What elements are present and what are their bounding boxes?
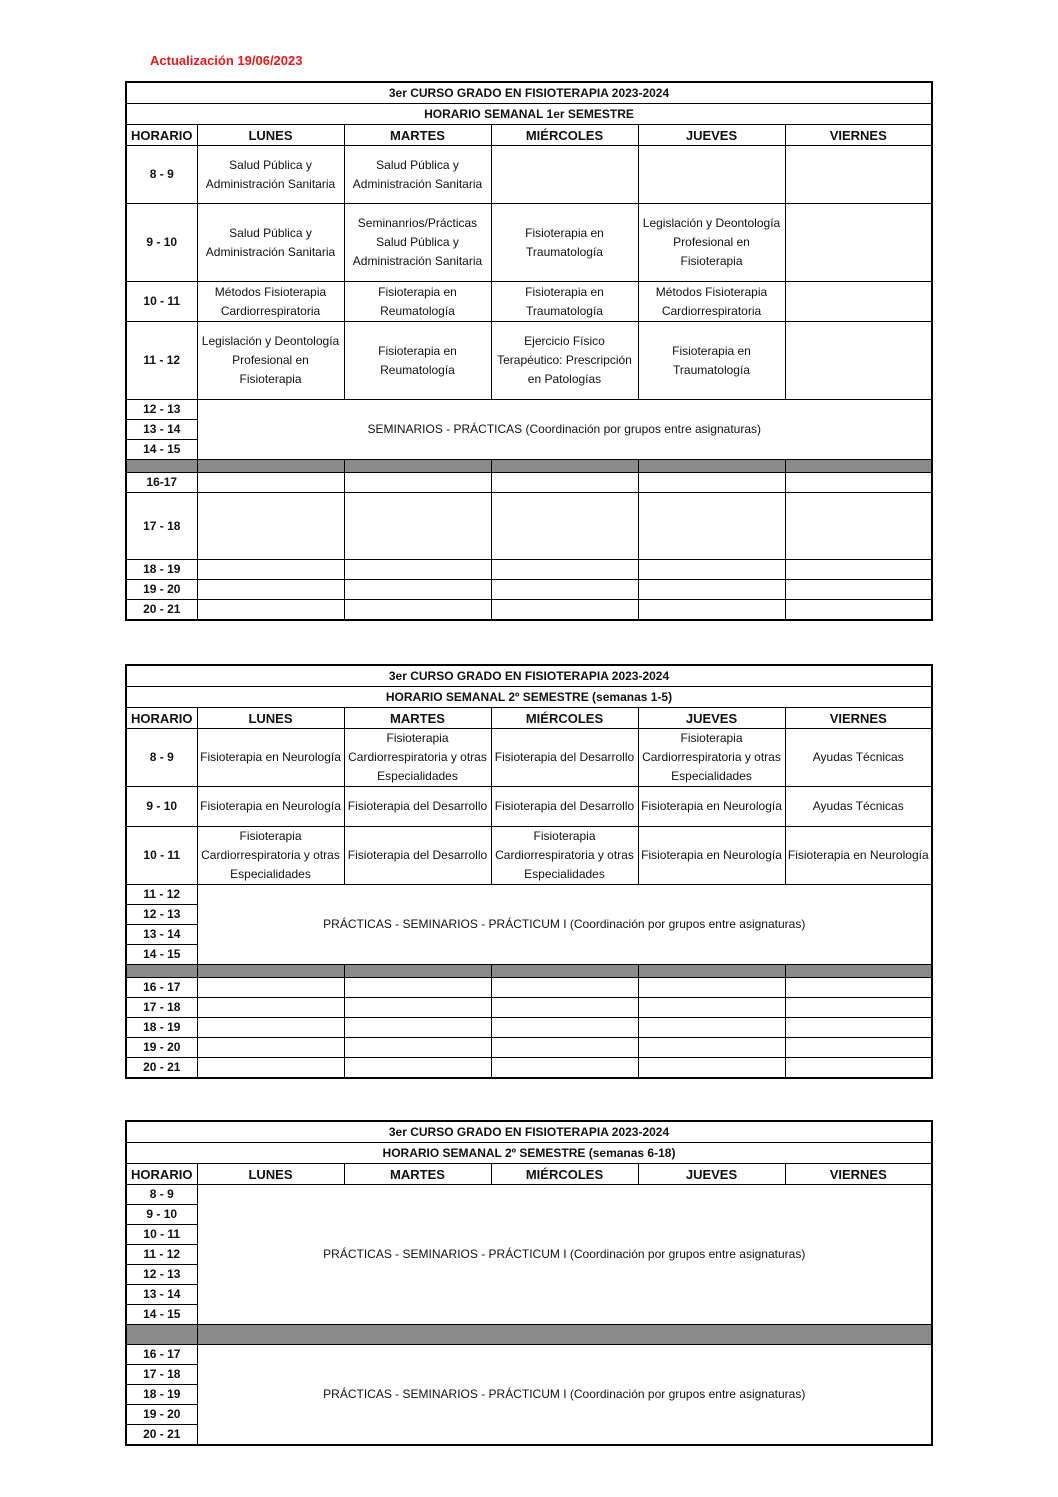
header-viernes: VIERNES [785, 125, 932, 146]
table-title: 3er CURSO GRADO EN FISIOTERAPIA 2023-2024 [126, 665, 932, 687]
table-row [126, 282, 932, 322]
hour-cell: 12 - 13 [126, 400, 197, 420]
break-row [126, 1325, 932, 1345]
class-cell: Fisioterapia Cardiorrespiratoria y otras Especialidades [344, 729, 491, 787]
class-cell [785, 282, 932, 322]
hour-cell: 18 - 19 [126, 1385, 197, 1405]
class-cell: Fisioterapia en Neurología [785, 827, 932, 885]
class-cell: Métodos Fisioterapia Cardiorrespiratoria [638, 282, 785, 322]
class-cell: Fisioterapia Cardiorrespiratoria y otras Especialidades [197, 827, 344, 885]
table-row [126, 204, 932, 282]
table-row [126, 322, 932, 400]
table-row [126, 493, 932, 560]
hour-cell: 20 - 21 [126, 1425, 197, 1446]
hour-cell: 10 - 11 [126, 1225, 197, 1245]
table-row [126, 998, 932, 1018]
hour-cell: 13 - 14 [126, 420, 197, 440]
table-row [126, 146, 932, 204]
hour-cell: 17 - 18 [126, 998, 197, 1018]
class-cell [785, 322, 932, 400]
class-cell: Fisioterapia del Desarrollo [491, 787, 638, 827]
hour-cell: 19 - 20 [126, 1405, 197, 1425]
hour-cell: 14 - 15 [126, 1305, 197, 1325]
update-date-label: Actualización 19/06/2023 [150, 53, 303, 68]
table-row [126, 1038, 932, 1058]
header-miercoles: MIÉRCOLES [491, 1164, 638, 1185]
header-viernes: VIERNES [785, 1164, 932, 1185]
class-cell: Fisioterapia en Neurología [197, 729, 344, 787]
header-lunes: LUNES [197, 708, 344, 729]
table-row [126, 473, 932, 493]
hour-cell: 17 - 18 [126, 493, 197, 560]
class-cell [785, 204, 932, 282]
hour-cell: 10 - 11 [126, 827, 197, 885]
hour-cell: 9 - 10 [126, 204, 197, 282]
hour-cell: 12 - 13 [126, 905, 197, 925]
hour-cell: 18 - 19 [126, 1018, 197, 1038]
table-row [126, 600, 932, 621]
block-cell: SEMINARIOS - PRÁCTICAS (Coordinación por grupos entre asignaturas) [197, 400, 932, 460]
hour-cell: 19 - 20 [126, 1038, 197, 1058]
block-cell: PRÁCTICAS - SEMINARIOS - PRÁCTICUM I (Coordinación por grupos entre asignaturas) [197, 885, 932, 965]
class-cell: Ejercicio Físico Terapéutico: Prescripción en Patologías [491, 322, 638, 400]
class-cell: Fisioterapia en Reumatología [344, 322, 491, 400]
class-cell: Fisioterapia del Desarrollo [344, 827, 491, 885]
table-row [126, 1185, 932, 1205]
table-row [126, 1058, 932, 1079]
schedule-table-2nd-semester-weeks-1-5 [125, 664, 933, 1079]
table-row [126, 827, 932, 885]
class-cell: Salud Pública y Administración Sanitaria [197, 146, 344, 204]
class-cell: Fisioterapia en Neurología [197, 787, 344, 827]
class-cell: Legislación y Deontología Profesional en Fisioterapia [197, 322, 344, 400]
hour-cell: 14 - 15 [126, 440, 197, 460]
class-cell: Seminanrios/Prácticas Salud Pública y Administración Sanitaria [344, 204, 491, 282]
table-title: 3er CURSO GRADO EN FISIOTERAPIA 2023-2024 [126, 1121, 932, 1143]
table-row [126, 560, 932, 580]
table-subtitle: HORARIO SEMANAL 2º SEMESTRE (semanas 6-18) [126, 1143, 932, 1164]
class-cell: Fisioterapia en Traumatología [491, 204, 638, 282]
class-cell [638, 146, 785, 204]
class-cell: Ayudas Técnicas [785, 729, 932, 787]
hour-cell: 8 - 9 [126, 729, 197, 787]
break-row [126, 460, 932, 473]
header-viernes: VIERNES [785, 708, 932, 729]
class-cell: Fisioterapia en Neurología [638, 787, 785, 827]
class-cell: Legislación y Deontología Profesional en Fisioterapia [638, 204, 785, 282]
class-cell: Fisioterapia del Desarrollo [344, 787, 491, 827]
break-row [126, 965, 932, 978]
class-cell: Métodos Fisioterapia Cardiorrespiratoria [197, 282, 344, 322]
schedule-table-1st-semester [125, 81, 933, 621]
header-martes: MARTES [344, 125, 491, 146]
hour-cell: 12 - 13 [126, 1265, 197, 1285]
hour-cell: 20 - 21 [126, 600, 197, 621]
schedule-table-2nd-semester-weeks-6-18 [125, 1120, 933, 1446]
hour-cell: 20 - 21 [126, 1058, 197, 1079]
class-cell [491, 146, 638, 204]
hour-cell: 19 - 20 [126, 580, 197, 600]
hour-cell: 16 - 17 [126, 978, 197, 998]
hour-cell: 9 - 10 [126, 1205, 197, 1225]
hour-cell: 11 - 12 [126, 1245, 197, 1265]
header-lunes: LUNES [197, 1164, 344, 1185]
block-cell: PRÁCTICAS - SEMINARIOS - PRÁCTICUM I (Coordinación por grupos entre asignaturas) [197, 1185, 932, 1325]
hour-cell: 17 - 18 [126, 1365, 197, 1385]
hour-cell: 13 - 14 [126, 925, 197, 945]
hour-cell: 18 - 19 [126, 560, 197, 580]
class-cell: Fisioterapia en Traumatología [491, 282, 638, 322]
hour-cell: 14 - 15 [126, 945, 197, 965]
class-cell: Fisioterapia en Traumatología [638, 322, 785, 400]
table-title: 3er CURSO GRADO EN FISIOTERAPIA 2023-2024 [126, 82, 932, 104]
table-subtitle: HORARIO SEMANAL 1er SEMESTRE [126, 104, 932, 125]
header-jueves: JUEVES [638, 708, 785, 729]
table-row [126, 787, 932, 827]
hour-cell: 11 - 12 [126, 322, 197, 400]
class-cell: Fisioterapia en Neurología [638, 827, 785, 885]
header-martes: MARTES [344, 1164, 491, 1185]
table-subtitle: HORARIO SEMANAL 2º SEMESTRE (semanas 1-5) [126, 687, 932, 708]
hour-cell: 9 - 10 [126, 787, 197, 827]
header-miercoles: MIÉRCOLES [491, 125, 638, 146]
header-lunes: LUNES [197, 125, 344, 146]
table-row [126, 1345, 932, 1365]
class-cell: Ayudas Técnicas [785, 787, 932, 827]
table-row [126, 400, 932, 420]
class-cell: Fisioterapia Cardiorrespiratoria y otras Especialidades [638, 729, 785, 787]
hour-cell: 8 - 9 [126, 146, 197, 204]
table-row [126, 729, 932, 787]
header-jueves: JUEVES [638, 125, 785, 146]
class-cell: Fisioterapia del Desarrollo [491, 729, 638, 787]
table-row [126, 580, 932, 600]
hour-cell: 16 - 17 [126, 1345, 197, 1365]
header-miercoles: MIÉRCOLES [491, 708, 638, 729]
class-cell: Salud Pública y Administración Sanitaria [344, 146, 491, 204]
class-cell: Salud Pública y Administración Sanitaria [197, 204, 344, 282]
class-cell: Fisioterapia Cardiorrespiratoria y otras Especialidades [491, 827, 638, 885]
header-horario: HORARIO [126, 1164, 197, 1185]
table-row [126, 885, 932, 905]
hour-cell: 10 - 11 [126, 282, 197, 322]
hour-cell: 8 - 9 [126, 1185, 197, 1205]
header-horario: HORARIO [126, 708, 197, 729]
hour-cell: 11 - 12 [126, 885, 197, 905]
hour-cell: 16-17 [126, 473, 197, 493]
hour-cell: 13 - 14 [126, 1285, 197, 1305]
class-cell [785, 146, 932, 204]
header-jueves: JUEVES [638, 1164, 785, 1185]
table-row [126, 978, 932, 998]
block-cell: PRÁCTICAS - SEMINARIOS - PRÁCTICUM I (Coordinación por grupos entre asignaturas) [197, 1345, 932, 1446]
table-row [126, 1018, 932, 1038]
header-martes: MARTES [344, 708, 491, 729]
class-cell: Fisioterapia en Reumatología [344, 282, 491, 322]
header-horario: HORARIO [126, 125, 197, 146]
